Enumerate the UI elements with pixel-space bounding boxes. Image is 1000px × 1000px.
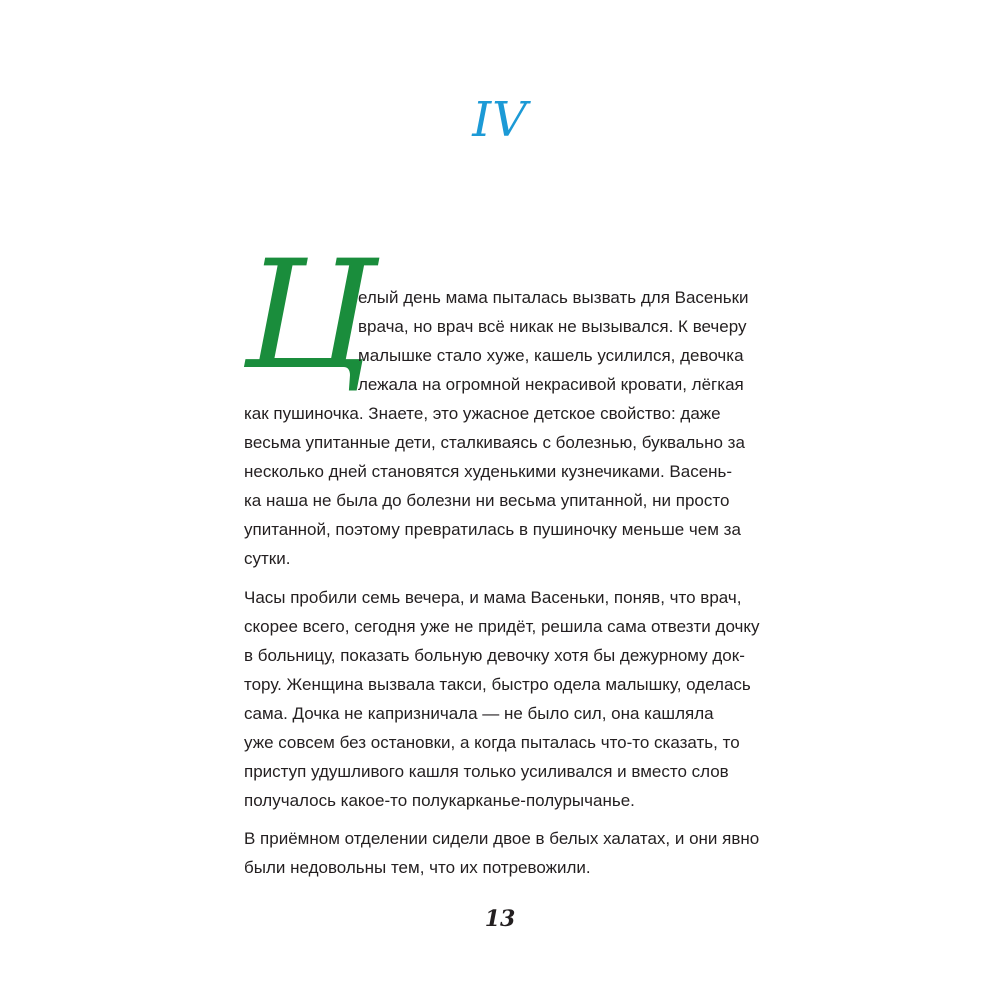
text-line: весьма упитанные дети, сталкиваясь с болезнью, буквально за (244, 433, 745, 452)
paragraph-2 (244, 583, 760, 815)
paragraph-3 (244, 824, 759, 882)
text-line: врача, но врач всё никак не вызывался. К вечеру (358, 317, 747, 336)
text-line: сама. Дочка не капризничала — не было сил, она кашляла (244, 704, 714, 723)
page-number: 13 (484, 906, 516, 932)
text-line: сутки. (244, 549, 291, 568)
text-line: упитанной, поэтому превратилась в пушиночку меньше чем за (244, 520, 741, 539)
text-line: уже совсем без остановки, а когда пыталась что-то сказать, то (244, 733, 740, 752)
text-line: елый день мама пыталась вызвать для Васеньки (358, 288, 749, 307)
text-line: ка наша не была до болезни ни весьма упитанной, ни просто (244, 491, 730, 510)
text-line: в больницу, показать больную девочку хотя бы дежурному док- (244, 646, 745, 665)
paragraph-1 (244, 283, 749, 573)
text-line: В приёмном отделении сидели двое в белых халатах, и они явно (244, 829, 760, 848)
text-line: лежала на огромной некрасивой кровати, лёгкая (358, 375, 744, 394)
text-line: несколько дней становятся худенькими кузнечиками. Васень- (244, 462, 733, 481)
text-line: скорее всего, сегодня уже не придёт, решила сама отвезти дочку (244, 617, 760, 636)
text-line: как пушиночка. Знаете, это ужасное детское свойство: даже (244, 404, 721, 423)
drop-cap-letter: Ц (244, 229, 375, 403)
text-line: приступ удушливого кашля только усиливался и вместо слов (244, 762, 729, 781)
chapter-number-heading: IV (472, 92, 528, 148)
text-line: получалось какое-то полукарканье-полурычанье. (244, 791, 635, 810)
text-line: были недовольны тем, что их потревожили. (244, 858, 591, 877)
text-line: Часы пробили семь вечера, и мама Васеньки, поняв, что врач, (244, 588, 742, 607)
text-line: тору. Женщина вызвала такси, быстро одела малышку, оделась (244, 675, 751, 694)
text-line: малышке стало хуже, кашель усилился, девочка (358, 346, 744, 365)
